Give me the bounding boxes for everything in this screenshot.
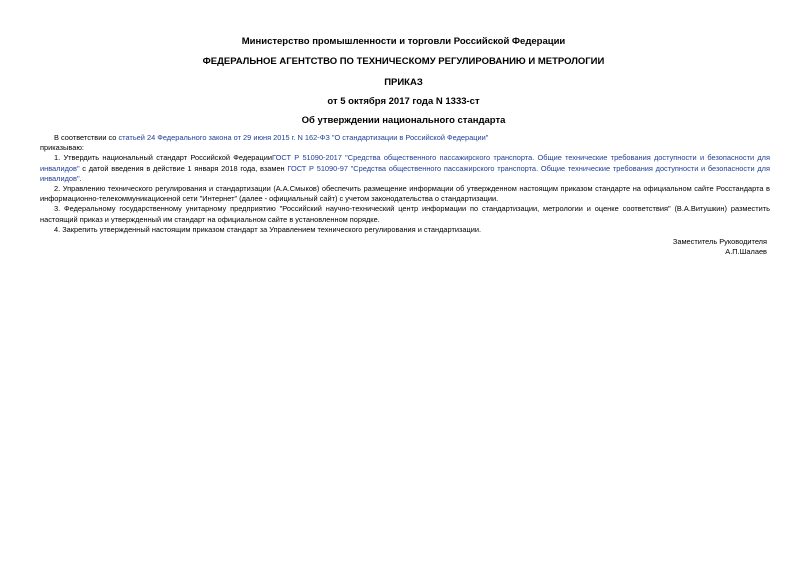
signature-block <box>673 237 767 257</box>
item-1-suffix: . <box>79 173 82 183</box>
doc-type-title: ПРИКАЗ <box>384 77 423 88</box>
item-1 <box>40 153 770 184</box>
item-1-middle: с датой введения в действие 1 января 2018 года, взамен <box>79 163 288 173</box>
order-word: приказываю: <box>40 143 84 153</box>
ministry-title: Министерство промышленности и торговли Российской Федерации <box>241 36 566 47</box>
item-2: 2. Управлению технического регулирования и стандартизации (А.А.Смыков) обеспечить размещение информации об утвержденном настоящим приказом стандарте на официальном сайте Росстандарта в информационно-телекоммуникационной сети "Интернет" (далее - официальный сайт) с учетом законодательства о стандартизации. <box>40 184 770 204</box>
signature-position: Заместитель Руководителя <box>672 237 767 246</box>
order-body <box>40 133 770 235</box>
item-1-prefix: 1. Утвердить национальный стандарт Российской Федерации <box>54 153 273 163</box>
order-subject: Об утверждении национального стандарта <box>301 115 506 126</box>
item-4: 4. Закрепить утвержденный настоящим приказом стандарт за Управлением технического регулирования и стандартизации. <box>54 224 482 234</box>
signature-name: А.П.Шалаев <box>725 247 767 257</box>
gost-97-link[interactable]: ГОСТ Р 51090-97 "Средства общественного пассажирского транспорта. Общие технические требования доступности и безопасности для инвалидов" <box>40 163 770 183</box>
order-date-number: от 5 октября 2017 года N 1333-ст <box>327 96 480 107</box>
preamble-prefix: В соответствии со <box>54 133 119 142</box>
law-link[interactable]: статьей 24 Федерального закона от 29 июня 2015 г. N 162-ФЗ "О стандартизации в Российской Федерации" <box>118 133 489 142</box>
agency-title: ФЕДЕРАЛЬНОЕ АГЕНТСТВО ПО ТЕХНИЧЕСКОМУ РЕГУЛИРОВАНИЮ И МЕТРОЛОГИИ <box>202 56 605 67</box>
preamble <box>40 133 770 143</box>
gost-2017-link[interactable]: ГОСТ Р 51090-2017 "Средства общественного пассажирского транспорта. Общие технические требования доступности и безопасности для инвалидов" <box>40 153 770 173</box>
item-3: 3. Федеральному государственному унитарному предприятию "Российский научно-технический центр информации по стандартизации, метрологии и оценке соответствия" (В.А.Витушкин) разместить настоящий приказ и утвержденный им стандарт на официальном сайте в установленном порядке. <box>40 204 770 224</box>
